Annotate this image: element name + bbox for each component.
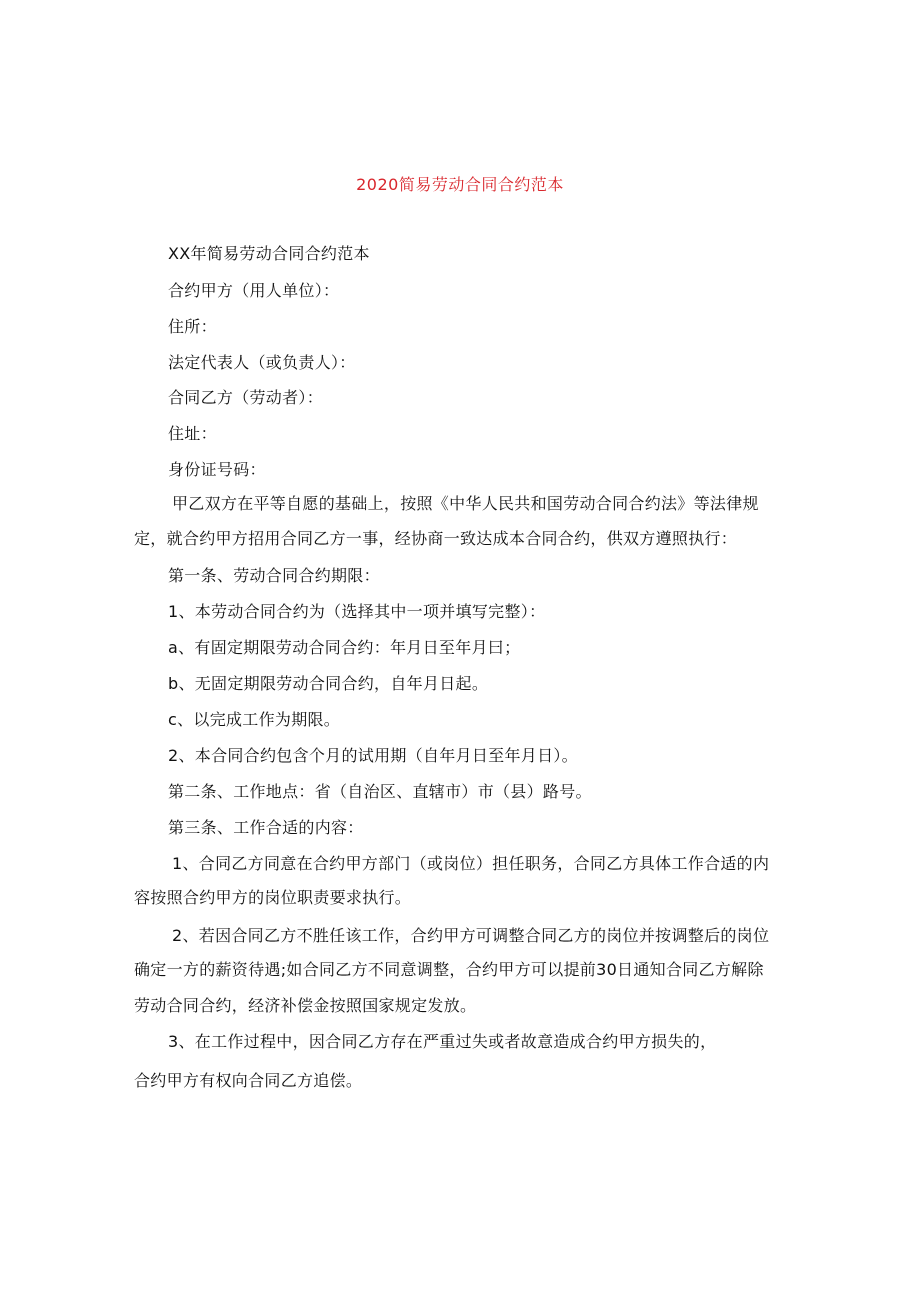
line-party-a: 合约甲方（用人单位）：	[168, 281, 340, 300]
article-1-heading: 第一条、劳动合同合约期限：	[168, 566, 380, 585]
line-id-number: 身份证号码：	[168, 460, 266, 479]
article-3-item-2-line3: 劳动合同合约，经济补偿金按照国家规定发放。	[134, 996, 477, 1015]
article-3-item-2-line2: 确定一方的薪资待遇;如合同乙方不同意调整，合约甲方可以提前30日通知合同乙方解除	[134, 960, 764, 979]
line-party-b: 合同乙方（劳动者）：	[168, 388, 324, 407]
document-title: 2020简易劳动合同合约范本	[356, 175, 564, 194]
line-contract-name: XX年简易劳动合同合约范本	[168, 244, 370, 263]
article-3-item-3-line2: 合约甲方有权向合同乙方追偿。	[134, 1071, 363, 1090]
article-3-item-1-line2: 容按照合约甲方的岗位职责要求执行。	[134, 888, 412, 907]
line-legal-rep: 法定代表人（或负责人）：	[168, 353, 356, 372]
article-1-item-2: 2、本合同合约包含个月的试用期（自年月日至年月日）。	[168, 746, 578, 765]
para-preamble-line1: 甲乙双方在平等自愿的基础上，按照《中华人民共和国劳动合同合约法》等法律规	[172, 494, 759, 513]
para-preamble-line2: 定，就合约甲方招用合同乙方一事，经协商一致达成本合同合约，供双方遵照执行：	[134, 529, 738, 548]
article-3-item-3-line1: 3、在工作过程中，因合同乙方存在严重过失或者故意造成合约甲方损失的，	[168, 1032, 717, 1051]
article-3-item-2-line1: 2、若因合同乙方不胜任该工作，合约甲方可调整合同乙方的岗位并按调整后的岗位	[172, 926, 770, 945]
line-address-a: 住所：	[168, 317, 217, 336]
article-3-item-1-line1: 1、合同乙方同意在合约甲方部门（或岗位）担任职务，合同乙方具体工作合适的内	[172, 854, 770, 873]
line-address-b: 住址：	[168, 424, 217, 443]
article-2-heading: 第二条、工作地点：省（自治区、直辖市）市（县）路号。	[168, 782, 592, 801]
article-1-option-b: b、无固定期限劳动合同合约，自年月日起。	[168, 674, 489, 693]
article-1-option-c: c、以完成工作为期限。	[168, 710, 341, 729]
article-1-item-1: 1、本劳动合同合约为（选择其中一项并填写完整）：	[168, 602, 546, 621]
article-3-heading: 第三条、工作合适的内容：	[168, 818, 364, 837]
article-1-option-a: a、有固定期限劳动合同合约：年月日至年月曰；	[168, 638, 521, 657]
